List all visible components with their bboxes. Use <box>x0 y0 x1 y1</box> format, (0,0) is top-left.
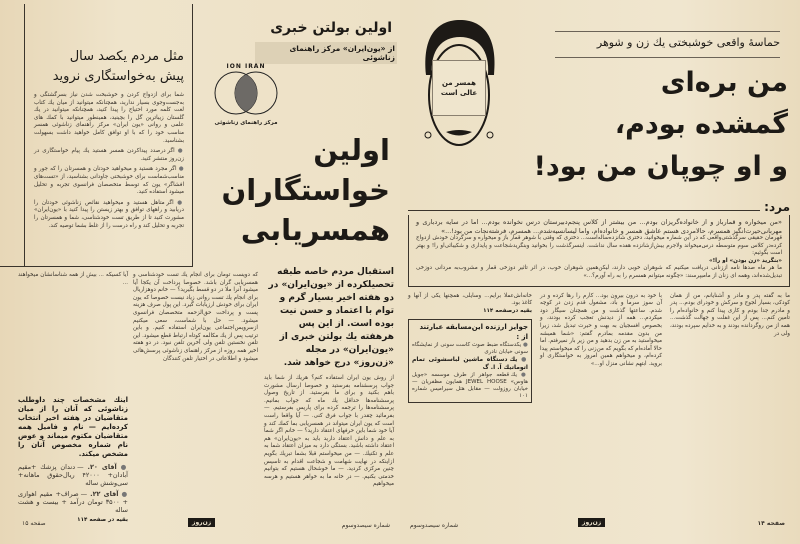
page-number: صفحه ۱۵ <box>22 520 46 527</box>
intro-text-2: ما هر ماه صدها نامه اززنانی دریافت میکنیم که شوهران خوبی دارند، لیکن‌همین شوهران خوب، در اثر تاثیر دوزخی قمار و مشروب‌به مردانی دوزخی تبدیل‌شده‌اند، وهمه ای زنان از مامیپرسند: «چگونه میتوانم همسرم را به راه آورم؟...» <box>416 265 782 279</box>
sidebar-bullet: ● اگر مجرد هستید و میخواهید خودتان و همسرتان را که جور و مناسب‌شماست برای خوشبختی جاودانی بشناسید، از «تست‌های افشاگر» یون که توسط متخصصان فرانسوی تجربه و تحلیل میشود استفاده کنید. <box>34 166 184 196</box>
sidebar-title-1: مثل مردم یکصد سال <box>69 49 184 64</box>
column-right: از روش یون ایران استفاده کنم؟ هریك از شما باید جواب پرسشنامه بفرستید و خصوصا ارسال مشورت باهم بکنید و برای ما بفرستید. از تاریخ وصول پرسشنامه‌ها حداقل یك ماه که جواب بمانیم. پرسشنامه‌ها را ترجمه کرده برای پاریس بفرستیم. — بفرمائید چقدر با جواب فرق کنی. — آیا واقعا راست است که یون ایران میتواند در همسریابی بما کمك کند و آیا خود شما باین حرفهای اعتقاد دارید؟ — خانم اگر شما به علم و دانش اعتقاد دارید باید به «یون‌ایران» هم اعتقاد داشته باشید. بستگی دارد به میزان اعتقاد شما به علم و تکنیك. — من میخواستم قبلا بشما تبریك بگویم ازاینکه در نهایت شهامت و شجاعت اقدام به تاسیس چنین مرکزی کردید. — ما خوشحال هستیم که بتوانیم خدمتی بکنیم. — در خانه ما به خواهر هستیم و هرسه میخواهیم <box>264 375 394 488</box>
bulletin-subtitle: از «یون‌ایران» مرکز راهنمای زناشوئی <box>255 42 397 64</box>
sidebar-title-2: پیش به‌خواستگاری نروید <box>52 69 184 84</box>
intro-text: قهرمان حقیقی سرگذشتی‌واقعی که در این شماره میخوانید، دختری شانزده‌ساله‌است... دختری که وقتی با شوهر قمار باز و میخواره و سرگردان خودش ازدواج کرده‌در کلاس سوم متوسطه درس‌میخواند ولاجرم بیش‌ازشانزده هفده سال نداشت. اینسرگذشت را بخوانید وبنگرید‌شجاعت و پایداری و شکیبائی‌او را! و بهتر است بگوئیم: <box>416 235 782 257</box>
headline-line: من بره‌ای <box>660 67 788 98</box>
right-page <box>400 0 800 544</box>
sidebar-intro: شما برای ازدواج کردن و خوشبخت شدن نیاز بسرگشتگی و به‌جست‌وجوی بسیار ندارید، همچنانکه میتوانید از میان یك کتاب لغت کلمه مورد احتیاج را پیدا کنید، همچنانکه میتوانید در یك گلستان زیباترین گل را بچینید، همینطور میتوانید با کمك های علمی و روانی «یون ایران» مرکز راهنمای زناشوئی همسر مناسب خود را که با او توافق کامل خواهید داشت بسهولت بشناسید. <box>34 92 184 144</box>
logo-bottom-text: مرکز راهنمای زناشوئی <box>214 120 278 126</box>
quote-box <box>408 215 790 287</box>
candidate-desc: — دندان پزشك +مقیم آبادان+ ۴۲۰۰۰ ریال‌حقوق ماهانه+ سی‌وشش ساله <box>18 463 128 487</box>
candidate-id: آقای ۲۰. <box>87 463 117 471</box>
prize-item: ● یکدستگاه ضبط صوت کاست سونی از نمایشگاه سونی خیابان نادری <box>412 342 528 356</box>
magazine-logo: زن‌روز <box>188 518 215 527</box>
column-left-intro: آیا کسیکه ... بیش از همه شناسانشان میخواهند ... <box>18 272 128 286</box>
continued-note: بقیه درصفحه ۱۱۴ <box>483 307 532 314</box>
lead-and-right-column <box>264 266 394 489</box>
sidebar <box>34 48 184 230</box>
column-left-text: خانه‌اش‌عملا برایم... وسایلی، همچنها یکی از آنها و کاغذ بود. <box>408 292 532 307</box>
column-middle: که دویست تومان برای انجام یك تست خودشناسی و همسریابی گران باشد. خصوصا پرداخت آن یکجا آیا میشود آنرا ملا در دو قسط بگیرید؟ — خانم دوهزاریال برای انجام یك تست روانی زیاد نیست خصوصا که یون ایران برای خودش ارزیابات گیرد. این پول صرف هزینه پست و پرداخت حق‌الزحمه متخصصان فرانسوی میشود. — حل با شماست، سعی میکنیم ازسرویس‌اجتماعی یون‌ایران استفاده کنیم. و باین ترتیب پس از یك مکالمه کوتاه ارتباط قطع میشود. این تلفن نخستین تلفن ولی آخرین تلفن نبود. در دو هفته اخیر همه روزه از مرکز راهنمای زناشوئی پرسش‌هائی میشود و اطلاعاتی در اختیار تلفن کنندگان <box>133 272 258 362</box>
issue-number: شماره سیصدوسوم <box>410 522 459 529</box>
interlocking-circles-icon <box>212 70 280 116</box>
prize-item: ● یك دستگاه ماشین لباسشوئی تمام اتوماتیك آ. ا. گ <box>412 356 528 372</box>
headline-line: گمشده بودم، <box>614 109 788 140</box>
candidate-item <box>18 463 128 487</box>
sidebar-bullet: ● اگر درصدد پیداکردن همسر هستید یك پیام خواستگاری در زن‌روز منتشر کنید. <box>34 148 184 163</box>
section-label: مرد: <box>764 200 790 214</box>
prize-title: جوایز ارزنده این‌مسابقه عبارتند از : <box>419 323 528 342</box>
story-body <box>408 199 790 403</box>
quote-text: «من میخواره و قمارباز و از خانواده‌گریزان بودم... من بیشتر از کلاس پنجم‌دبیرستان درس نخوانده بودم... اما در سایه بردباری و مهربانی‌حیرت‌انگیز همسرم، حالامردی هستم عاشق همسر و خانواده‌ام‌، واما لیسانسیه‌شدم... همسرم، فرشته‌نجات من بود!...» <box>416 218 782 235</box>
page-number: صفحه ۱۴ <box>757 520 785 527</box>
candidate-desc: — صراف+ مقیم اهوازی + ۳۵۰۰ تومان درآمد + بیست و هشت ساله <box>18 490 129 514</box>
face-illustration <box>418 15 500 147</box>
headline-line: اولین <box>313 133 390 167</box>
main-headline <box>205 130 390 250</box>
lead-paragraph: استقبال مردم خاصه طبقه تحصیلکرده از «یون‌ایران» در دو هفته اخیر بسیار گرم و توام با اعتماد و حسن نیت بوده است. از این پس هرهفته یك بولتن خبری از «یون‌ایران» در مجله «زن‌روز» درج خواهد شد. <box>268 267 394 368</box>
headline-line: و او چوپان من بود! <box>533 151 788 182</box>
section-header <box>408 199 790 215</box>
ion-iran-logo <box>212 63 280 129</box>
sidebar-bullet: ● اگر متاهل هستید و میخواهید نقائص زناشوئی خودتان را دریابید و راههای توافق و بهتر زیستن را پیدا کنید با «یون‌ایران» مشورت کنید تا از طریق تست خودشناسی، شما و همسرتان را تجربه و تحلیل کند و راه درست را از غلط بشما توصیه کند. <box>34 200 184 230</box>
candidate-id: آقای ۲۲. <box>90 490 119 498</box>
column-right: ما به گفته پدر و مادر و آشنایانم، من از همان کودکی، بسیار لجوج و سرکش و خودرای بودم... پدر و مادرم جدا بودم و کاری پیدا کنم و خانواده‌ام را تامین کنم... پس از این غفلت و جهالت گذشت... همه از من روگردانده بودند و به خدایم سپرده بودند، ولی در <box>670 292 790 337</box>
issue-number: شماره سیصدوسوم <box>341 522 390 529</box>
bulletin-title: اولین بولتن خبری <box>270 20 392 36</box>
headline-line: همسریابی <box>240 213 390 247</box>
face-caption: همسر من عالی است <box>432 60 486 116</box>
story-columns <box>408 293 790 404</box>
headline-line: خواستگاران <box>221 173 390 207</box>
section-rule <box>408 210 760 211</box>
column-middle: با خود به درون بیرون بود... کارم را رها کرده و در آن سوز سرما و باد، مشغول قدم زدن در کوچه شدم. ساعتها گذشت و من همچنان سیگار دود میکردم... همه از دیدنش تعجب کرده بودند، و بخصوص افسجیان به بهت و حیرت تبدیل شد، زیرا من بدون مقدمه بمادرم گفتم: «شما همیشه میخواستید به من زن بدهید و من زیر بار نمیرفتم. اما حالا آماده‌ام که بگویم که من‌زنی را که میخواستم پیدا کرده‌ام، و میخواهم همین امروز به خواستگاری او بروید. ابتهم نشانی منزل او...» <box>540 292 662 367</box>
candidate-item <box>18 490 128 514</box>
prize-item: ● یك قطعه جواهر از طرف موسسه «جویل هاوس» JEWEL HOOSE همایون مظفریان — خیابان روزولت — مقابل هتل سیرامیس شماره ۱۰۱ <box>412 372 528 400</box>
story-headline <box>508 62 788 188</box>
magazine-logo: زن‌روز <box>578 518 605 527</box>
column-left <box>408 293 532 404</box>
logo-top-text: ION IRAN <box>226 63 266 70</box>
candidates-intro: اینك مشخصات چند داوطلب زناشوئی که آنان را از میان متقاضیان در هفته اخیر انتخاب کرده‌ایم — نام و فامیل همه متقاضیان مکتوم میماند و عوض نام شماره مخصوص آنان را مشخص میکند. <box>18 396 128 458</box>
continued-note: بقیه در صفحه ۱۱۴ <box>77 517 128 523</box>
prize-box <box>408 319 532 403</box>
subhead: «بنگرید «زن بودن» او را!» <box>708 257 782 264</box>
kicker: حماسهٔ واقعی خوشبختی یك زن و شوهر <box>596 36 780 49</box>
column-left <box>18 272 128 525</box>
